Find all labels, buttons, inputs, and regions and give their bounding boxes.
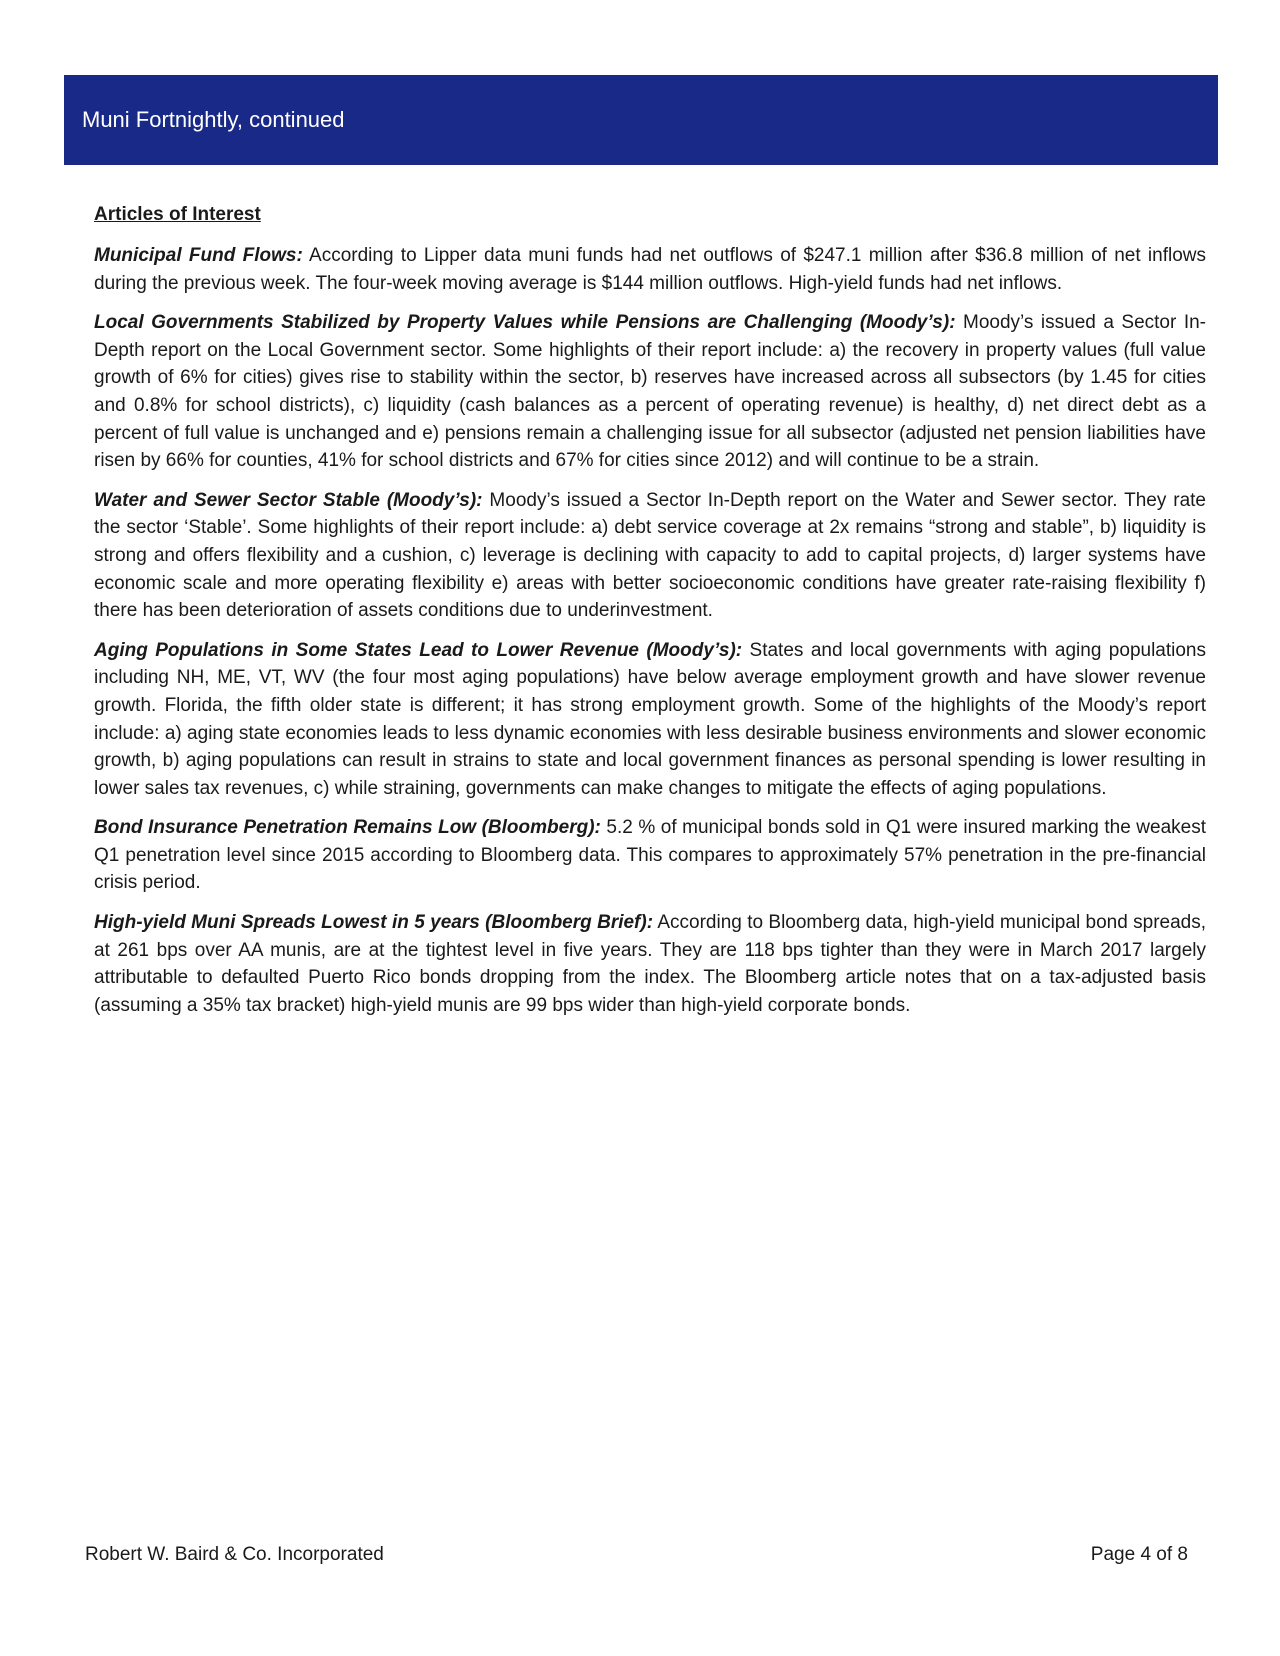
article-heading: Municipal Fund Flows: (94, 245, 303, 266)
footer-company: Robert W. Baird & Co. Incorporated (85, 1544, 384, 1565)
article-heading: Local Governments Stabilized by Property Values while Pensions are Challenging (Moody’s): (94, 312, 956, 334)
section-title: Articles of Interest (94, 204, 261, 225)
article-heading: High-yield Muni Spreads Lowest in 5 years (Bloomberg Brief): (94, 912, 654, 934)
article-body: Moody’s issued a Sector In-Depth report on the Local Government sector. Some highlights of their report include: a) the recovery in property values (full value growth of 6% for cities) gives rise to stability within the sector, b) reserves have increased across all subsectors (by 1.45 for cities and 0.8% for school districts), c) liquidity (cash balances as a percent of operating revenue) is healthy, d) net direct debt as a percent of full value is unchanged and e) pensions remain a challenging issue for all subsector (adjusted net pension liabilities have risen by 66% for counties, 41% for school districts and 67% for cities since 2012) and will continue to be a strain. (94, 312, 1206, 472)
article-body: According to Bloomberg data, high-yield municipal bond spreads, at 261 bps over AA munis, are at the tightest level in five years. They are 118 bps tighter than they were in March 2017 largely attributable to defaulted Puerto Rico bonds dropping from the index. The Bloomberg article notes that on a tax-adjusted basis (assuming a 35% tax bracket) high-yield munis are 99 bps wider than high-yield corporate bonds. (94, 912, 1207, 1016)
article-heading: Bond Insurance Penetration Remains Low (Bloomberg): (94, 817, 601, 839)
article-aging-populations (94, 637, 1206, 803)
article-body: According to Lipper data muni funds had net outflows of $247.1 million after $36.8 million of net inflows during the previous week. The four-week moving average is $144 million outflows. High-yield funds had net inflows. (94, 245, 1207, 294)
article-bond-insurance (94, 814, 1206, 897)
article-body: States and local governments with aging populations including NH, ME, VT, WV (the four most aging populations) have below average employment growth and have slower revenue growth. Florida, the fifth older state is different; it has strong employment growth. Some of the highlights of the Moody’s report include: a) aging state economies leads to less dynamic economies with less desirable business environments and slower economic growth, b) aging populations can result in strains to state and local government finances as personal spending is lower resulting in lower sales tax revenues, c) while straining, governments can make changes to mitigate the effects of aging populations. (94, 639, 1206, 799)
footer-page-number: Page 4 of 8 (1090, 1544, 1188, 1565)
header-band (64, 75, 1218, 165)
header-title: Muni Fortnightly, continued (82, 107, 345, 132)
article-body: Moody’s issued a Sector In-Depth report on the Water and Sewer sector. They rate the sector ‘Stable’. Some highlights of their report include: a) debt service coverage at 2x remains “strong and stable”, b) liquidity is strong and offers flexibility and a cushion, c) leverage is declining with capacity to add to capital projects, d) larger systems have economic scale and more operating flexibility e) areas with better socioeconomic conditions have greater rate-raising flexibility f) there has been deterioration of assets conditions due to underinvestment. (94, 489, 1207, 622)
article-body: 5.2 % of municipal bonds sold in Q1 were insured marking the weakest Q1 penetration level since 2015 according to Bloomberg data. This compares to approximately 57% penetration in the pre-financial crisis period. (94, 817, 1207, 894)
page-content (94, 202, 1206, 1031)
article-municipal-fund-flows (94, 242, 1206, 297)
article-heading: Water and Sewer Sector Stable (Moody’s): (94, 489, 483, 511)
article-high-yield-spreads (94, 909, 1206, 1019)
article-local-governments (94, 309, 1206, 475)
article-heading: Aging Populations in Some States Lead to Lower Revenue (Moody’s): (94, 639, 743, 661)
article-water-sewer (94, 487, 1206, 625)
